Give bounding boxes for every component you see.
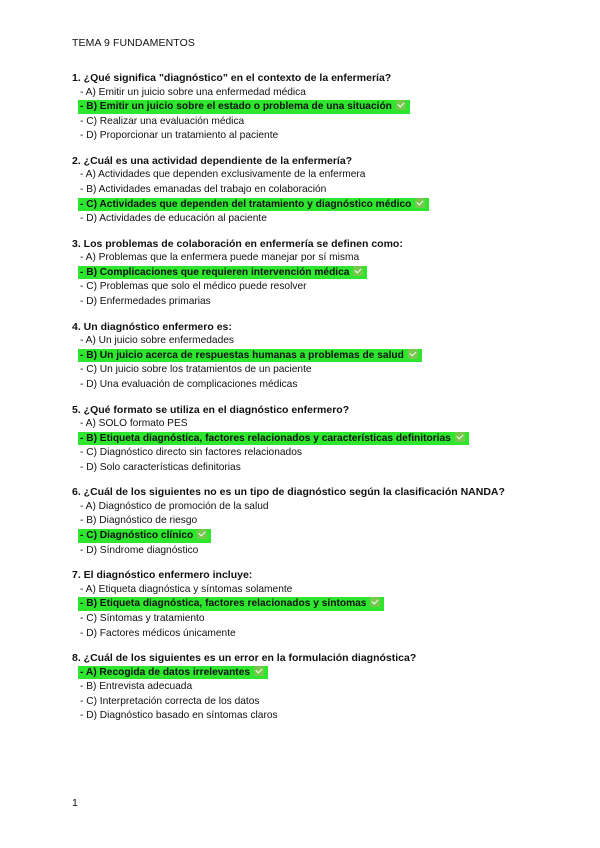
checkmark-icon — [415, 198, 425, 208]
option-c-correct: - C) Actividades que dependen del tratamiento y diagnóstico médico — [72, 198, 542, 213]
option-d: - D) Enfermedades primarias — [80, 296, 211, 308]
option-b-correct: - B) Un juicio acerca de respuestas humanas a problemas de salud — [72, 349, 542, 364]
question-list — [72, 71, 542, 734]
document-header: TEMA 9 FUNDAMENTOS — [72, 37, 195, 49]
option-a: - A) Etiqueta diagnóstica y síntomas solamente — [80, 583, 293, 595]
option-d: - D) Proporcionar un tratamiento al paciente — [80, 130, 279, 142]
option-a: - A) Un juicio sobre enfermedades — [80, 335, 235, 347]
question-title: 3. Los problemas de colaboración en enfermería se definen como: — [72, 237, 403, 250]
option-c: - C) Síntomas y tratamiento — [80, 612, 205, 624]
option-c: - C) Problemas que solo el médico puede resolver — [80, 281, 307, 293]
option-c: - C) Realizar una evaluación médica — [80, 115, 245, 127]
option-b-correct: - B) Complicaciones que requieren intervención médica — [72, 266, 542, 281]
option-a: - A) SOLO formato PES — [80, 418, 188, 429]
option-b-correct: - B) Etiqueta diagnóstica, factores relacionados y características definitorias — [72, 432, 542, 447]
question-7 — [72, 568, 542, 641]
option-d: - D) Una evaluación de complicaciones médicas — [80, 378, 298, 390]
checkmark-icon — [396, 100, 406, 110]
question-4 — [72, 320, 542, 393]
option-d: - D) Síndrome diagnóstico — [80, 544, 199, 556]
option-c-correct: - C) Diagnóstico clínico — [72, 529, 542, 544]
option-a-correct: - A) Recogida de datos irrelevantes — [72, 666, 542, 681]
question-title: 4. Un diagnóstico enfermero es: — [72, 320, 232, 333]
checkmark-icon — [254, 666, 264, 676]
option-b: - B) Actividades emanadas del trabajo en colaboración — [80, 183, 327, 195]
option-b: - B) Diagnóstico de riesgo — [80, 515, 198, 527]
option-a: - A) Problemas que la enfermera puede manejar por sí misma — [80, 252, 360, 264]
checkmark-icon — [197, 529, 207, 539]
question-title: 7. El diagnóstico enfermero incluye: — [72, 569, 253, 582]
checkmark-icon — [353, 266, 363, 276]
question-title: 8. ¿Cuál de los siguientes es un error en la formulación diagnóstica? — [72, 652, 417, 665]
option-c: - C) Interpretación correcta de los datos — [80, 695, 260, 707]
option-d: - D) Actividades de educación al paciente — [80, 213, 267, 225]
checkmark-icon — [455, 432, 465, 442]
option-d: - D) Diagnóstico basado en síntomas claros — [80, 710, 278, 722]
option-b-correct: - B) Etiqueta diagnóstica, factores relacionados y síntomas — [72, 597, 542, 612]
option-c: - C) Un juicio sobre los tratamientos de un paciente — [80, 364, 312, 376]
question-3 — [72, 237, 542, 310]
option-a: - A) Actividades que dependen exclusivamente de la enfermera — [80, 169, 366, 181]
question-title: 2. ¿Cuál es una actividad dependiente de la enfermería? — [72, 154, 353, 167]
question-8 — [72, 651, 542, 724]
question-title: 6. ¿Cuál de los siguientes no es un tipo de diagnóstico según la clasificación NANDA? — [72, 486, 505, 499]
question-title: 5. ¿Qué formato se utiliza en el diagnóstico enfermero? — [72, 403, 350, 416]
checkmark-icon — [370, 597, 380, 607]
question-6 — [72, 485, 542, 558]
option-a: - A) Emitir un juicio sobre una enfermedad médica — [80, 86, 306, 98]
question-2 — [72, 154, 542, 227]
checkmark-icon — [408, 349, 418, 359]
option-c: - C) Diagnóstico directo sin factores relacionados — [80, 447, 302, 459]
question-5 — [72, 403, 542, 476]
page-number: 1 — [72, 797, 78, 809]
option-b: - B) Entrevista adecuada — [80, 681, 193, 693]
option-d: - D) Factores médicos únicamente — [80, 627, 236, 639]
option-a: - A) Diagnóstico de promoción de la salud — [80, 500, 269, 512]
question-1 — [72, 71, 542, 144]
question-title: 1. ¿Qué significa "diagnóstico" en el contexto de la enfermería? — [72, 72, 392, 84]
option-b-correct: - B) Emitir un juicio sobre el estado o problema de una situación — [72, 100, 542, 115]
option-d: - D) Solo características definitorias — [80, 461, 241, 473]
